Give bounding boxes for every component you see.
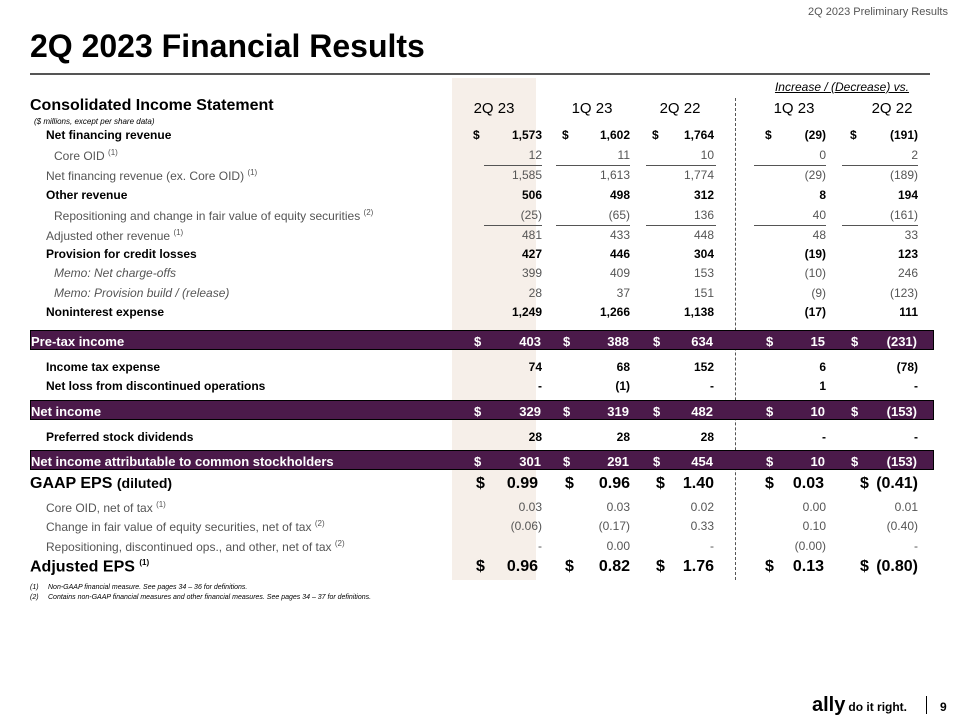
column-header-var-1q23: 1Q 23 <box>773 100 815 117</box>
cell-value: 151 <box>693 286 714 300</box>
cell-value: (1) <box>615 379 630 393</box>
cell-value: 8 <box>819 188 826 202</box>
cell-value: - <box>710 379 714 393</box>
page-title: 2Q 2023 Financial Results <box>30 28 425 64</box>
table-row <box>30 497 934 517</box>
table-row <box>30 376 934 396</box>
table-row <box>30 283 934 303</box>
cell-value: 15 <box>810 334 825 349</box>
cell-value: 0.02 <box>690 500 714 514</box>
cell-value: 10 <box>700 148 714 162</box>
cell-value: 1,138 <box>683 305 714 319</box>
row-label-text: Core OID <box>54 149 105 163</box>
variance-header: Increase / (Decrease) vs. <box>774 80 910 94</box>
row-label-text: Change in fair value of equity securities, net of tax <box>46 520 312 534</box>
table-row <box>30 225 934 245</box>
row-label-text: Repositioning and change in fair value of equity securities <box>54 209 361 223</box>
cell-value: 28 <box>700 430 714 444</box>
table-row <box>30 145 934 165</box>
currency-symbol: $ <box>476 475 485 492</box>
table-row <box>30 185 934 205</box>
row-label <box>54 208 373 223</box>
row-label: Pre-tax income <box>31 334 125 349</box>
footnote-ref: (1) <box>247 168 258 177</box>
cell-value: 1,249 <box>511 305 542 319</box>
highlight-row <box>30 400 934 420</box>
cell-value: 0.33 <box>690 519 714 533</box>
currency-symbol: $ <box>474 334 482 349</box>
cell-value: 0 <box>819 148 826 162</box>
cell-value: - <box>538 539 542 553</box>
cell-value: 1,266 <box>599 305 630 319</box>
cell-value: 2 <box>911 148 918 162</box>
cell-value: 403 <box>519 334 541 349</box>
row-label-text: Net loss from discontinued operations <box>46 379 266 393</box>
cell-value: 1,602 <box>599 128 630 142</box>
cell-value: 454 <box>691 454 713 469</box>
currency-symbol: $ <box>476 558 485 575</box>
cell-value: 1,613 <box>599 168 630 182</box>
cell-value: 194 <box>897 188 918 202</box>
table-row <box>30 516 934 536</box>
row-label-suffix: (diluted) <box>116 475 173 491</box>
footnote-ref: (1) <box>139 558 150 567</box>
cell-value: 152 <box>693 360 714 374</box>
currency-symbol: $ <box>474 454 482 469</box>
currency-symbol: $ <box>565 475 574 492</box>
row-label: Net income attributable to common stockholders <box>31 454 334 469</box>
cell-value: 1,774 <box>683 168 714 182</box>
currency-symbol: $ <box>766 454 774 469</box>
cell-value: 319 <box>607 404 629 419</box>
cell-value: (19) <box>804 247 826 261</box>
cell-value: 506 <box>521 188 542 202</box>
table-row <box>30 125 934 145</box>
ally-logo: ally do it right. <box>812 694 908 716</box>
cell-value: 0.00 <box>802 500 826 514</box>
currency-symbol: $ <box>766 334 774 349</box>
footnote: (1) Non-GAAP financial measure. See pages 34 – 36 for definitions. <box>30 584 248 591</box>
currency-symbol: $ <box>562 128 569 142</box>
row-label <box>30 558 149 576</box>
cell-value: - <box>538 379 542 393</box>
cell-value: 304 <box>693 247 714 261</box>
cell-value: (0.17) <box>598 519 630 533</box>
currency-symbol: $ <box>765 475 774 492</box>
footnote: (2) Contains non-GAAP financial measures and other financial measures. See pages 34 – 37 for definitions. <box>30 594 372 601</box>
table-row <box>30 427 934 447</box>
cell-value: (191) <box>889 128 918 142</box>
cell-value: 0.00 <box>606 539 630 553</box>
row-label-text: Adjusted EPS <box>30 558 135 576</box>
cell-value: (0.41) <box>876 475 918 492</box>
cell-value: 0.03 <box>606 500 630 514</box>
cell-value: 33 <box>904 228 918 242</box>
cell-value: 409 <box>609 266 630 280</box>
column-header-1q23: 1Q 23 <box>571 100 613 117</box>
row-label-text: Provision for credit losses <box>46 247 197 261</box>
section-title: Consolidated Income Statement <box>30 97 274 114</box>
footnotes <box>30 583 371 603</box>
row-label <box>54 266 176 280</box>
cell-value: (29) <box>804 128 826 142</box>
cell-value: 0.13 <box>792 558 824 575</box>
footnote-ref: (1) <box>156 500 166 509</box>
cell-value: (161) <box>889 208 918 222</box>
row-label <box>30 475 172 493</box>
cell-value: 329 <box>519 404 541 419</box>
cell-value: 427 <box>521 247 542 261</box>
cell-value: 48 <box>812 228 826 242</box>
cell-value: (10) <box>804 266 826 280</box>
row-label-text: Core OID, net of tax <box>46 501 153 515</box>
currency-symbol: $ <box>851 454 859 469</box>
cell-value: 446 <box>609 247 630 261</box>
cell-value: - <box>710 539 714 553</box>
cell-value: 481 <box>521 228 542 242</box>
cell-value: (123) <box>889 286 918 300</box>
row-label <box>46 247 197 261</box>
row-label <box>46 360 160 374</box>
cell-value: 1 <box>819 379 826 393</box>
row-label <box>54 286 229 300</box>
cell-value: 28 <box>528 286 542 300</box>
table-row <box>30 536 934 556</box>
cell-value: (65) <box>608 208 630 222</box>
row-label <box>46 168 257 183</box>
footnote-ref: (1) <box>108 148 118 157</box>
eps-row <box>30 556 934 580</box>
deck-title: 2Q 2023 Preliminary Results <box>807 6 948 18</box>
currency-symbol: $ <box>850 128 857 142</box>
cell-value: 1.76 <box>682 558 714 575</box>
currency-symbol: $ <box>653 404 661 419</box>
footnote-ref: (2) <box>314 519 325 528</box>
footnote-ref: (2) <box>334 539 345 548</box>
currency-symbol: $ <box>563 454 571 469</box>
cell-value: 136 <box>693 208 714 222</box>
row-label-text: Repositioning, discontinued ops., and other, net of tax <box>46 540 332 554</box>
row-label <box>46 128 171 142</box>
cell-value: 301 <box>519 454 541 469</box>
section-subtitle: ($ millions, except per share data) <box>34 117 155 126</box>
row-label-text: GAAP EPS <box>30 475 113 492</box>
cell-value: 153 <box>693 266 714 280</box>
cell-value: 40 <box>812 208 826 222</box>
row-label-text: Memo: Provision build / (release) <box>54 286 230 300</box>
cell-value: 482 <box>691 404 713 419</box>
cell-value: - <box>914 379 918 393</box>
row-label <box>46 539 345 554</box>
cell-value: 388 <box>607 334 629 349</box>
currency-symbol: $ <box>563 404 571 419</box>
cell-value: 246 <box>897 266 918 280</box>
row-label <box>46 379 265 393</box>
cell-value: 1,764 <box>683 128 714 142</box>
cell-value: (189) <box>889 168 918 182</box>
row-label: Net income <box>31 404 102 419</box>
column-header-var-2q22: 2Q 22 <box>871 100 913 117</box>
table-row <box>30 165 934 185</box>
row-label-text: Net financing revenue (ex. Core OID) <box>46 169 245 183</box>
cell-value: 11 <box>617 148 630 162</box>
cell-value: 123 <box>897 247 918 261</box>
cell-value: 111 <box>899 305 918 319</box>
row-label <box>46 188 127 202</box>
cell-value: (0.40) <box>886 519 918 533</box>
currency-symbol: $ <box>652 128 659 142</box>
currency-symbol: $ <box>563 334 571 349</box>
footer-separator <box>926 696 927 714</box>
currency-symbol: $ <box>565 558 574 575</box>
table-row <box>30 205 934 225</box>
cell-value: (0.80) <box>876 558 918 575</box>
cell-value: - <box>822 430 826 444</box>
row-label-text: Income tax expense <box>46 360 161 374</box>
cell-value: 10 <box>810 454 825 469</box>
table-row <box>30 244 934 264</box>
footnote-ref: (2) <box>363 208 374 217</box>
cell-value: 37 <box>616 286 630 300</box>
column-header-2q23: 2Q 23 <box>473 100 515 117</box>
currency-symbol: $ <box>851 334 859 349</box>
cell-value: 6 <box>819 360 826 374</box>
currency-symbol: $ <box>656 475 665 492</box>
highlight-row <box>30 450 934 470</box>
cell-value: (231) <box>886 334 917 349</box>
table-row <box>30 263 934 283</box>
cell-value: (9) <box>811 286 826 300</box>
cell-value: - <box>914 539 918 553</box>
row-label <box>46 519 325 534</box>
cell-value: 1,573 <box>511 128 542 142</box>
table-row <box>30 302 934 322</box>
cell-value: - <box>914 430 918 444</box>
column-header-2q22: 2Q 22 <box>659 100 701 117</box>
cell-value: 68 <box>616 360 630 374</box>
cell-value: 0.82 <box>598 558 630 575</box>
cell-value: 399 <box>521 266 542 280</box>
cell-value: 1,585 <box>511 168 542 182</box>
row-label <box>46 500 166 515</box>
cell-value: 312 <box>693 188 714 202</box>
cell-value: 448 <box>693 228 714 242</box>
cell-value: 634 <box>691 334 713 349</box>
cell-value: 433 <box>609 228 630 242</box>
row-label-text: Noninterest expense <box>46 305 165 319</box>
cell-value: 0.96 <box>506 558 538 575</box>
cell-value: 291 <box>607 454 629 469</box>
cell-value: (29) <box>804 168 826 182</box>
cell-value: 1.40 <box>682 475 714 492</box>
currency-symbol: $ <box>474 404 482 419</box>
row-label <box>46 430 193 444</box>
currency-symbol: $ <box>860 475 869 492</box>
highlight-row <box>30 330 934 350</box>
row-label <box>46 228 183 243</box>
currency-symbol: $ <box>766 404 774 419</box>
cell-value: (153) <box>886 404 917 419</box>
cell-value: 0.99 <box>506 475 538 492</box>
currency-symbol: $ <box>473 128 480 142</box>
currency-symbol: $ <box>653 334 661 349</box>
currency-symbol: $ <box>653 454 661 469</box>
row-label-text: Adjusted other revenue <box>46 229 171 243</box>
cell-value: 28 <box>616 430 630 444</box>
row-label-text: Preferred stock dividends <box>46 430 194 444</box>
cell-value: 12 <box>528 148 542 162</box>
row-label-text: Net financing revenue <box>46 128 172 142</box>
cell-value: (78) <box>896 360 918 374</box>
currency-symbol: $ <box>860 558 869 575</box>
cell-value: (17) <box>804 305 826 319</box>
cell-value: 0.03 <box>792 475 824 492</box>
cell-value: 0.01 <box>894 500 918 514</box>
cell-value: (25) <box>520 208 542 222</box>
row-label-text: Memo: Net charge-offs <box>54 266 177 280</box>
row-label-text: Other revenue <box>46 188 128 202</box>
footnote-ref: (1) <box>173 228 184 237</box>
currency-symbol: $ <box>765 128 772 142</box>
row-label <box>54 148 118 163</box>
cell-value: (153) <box>886 454 917 469</box>
cell-value: 10 <box>810 404 825 419</box>
cell-value: 0.10 <box>802 519 826 533</box>
cell-value: 0.96 <box>598 475 630 492</box>
cell-value: 74 <box>528 360 542 374</box>
cell-value: (0.06) <box>510 519 542 533</box>
row-label <box>46 305 164 319</box>
currency-symbol: $ <box>656 558 665 575</box>
eps-row <box>30 473 934 497</box>
currency-symbol: $ <box>765 558 774 575</box>
page-number: 9 <box>940 700 947 714</box>
cell-value: 28 <box>528 430 542 444</box>
title-rule <box>30 73 930 75</box>
cell-value: 498 <box>609 188 630 202</box>
table-row <box>30 357 934 377</box>
cell-value: 0.03 <box>518 500 542 514</box>
cell-value: (0.00) <box>794 539 826 553</box>
currency-symbol: $ <box>851 404 859 419</box>
